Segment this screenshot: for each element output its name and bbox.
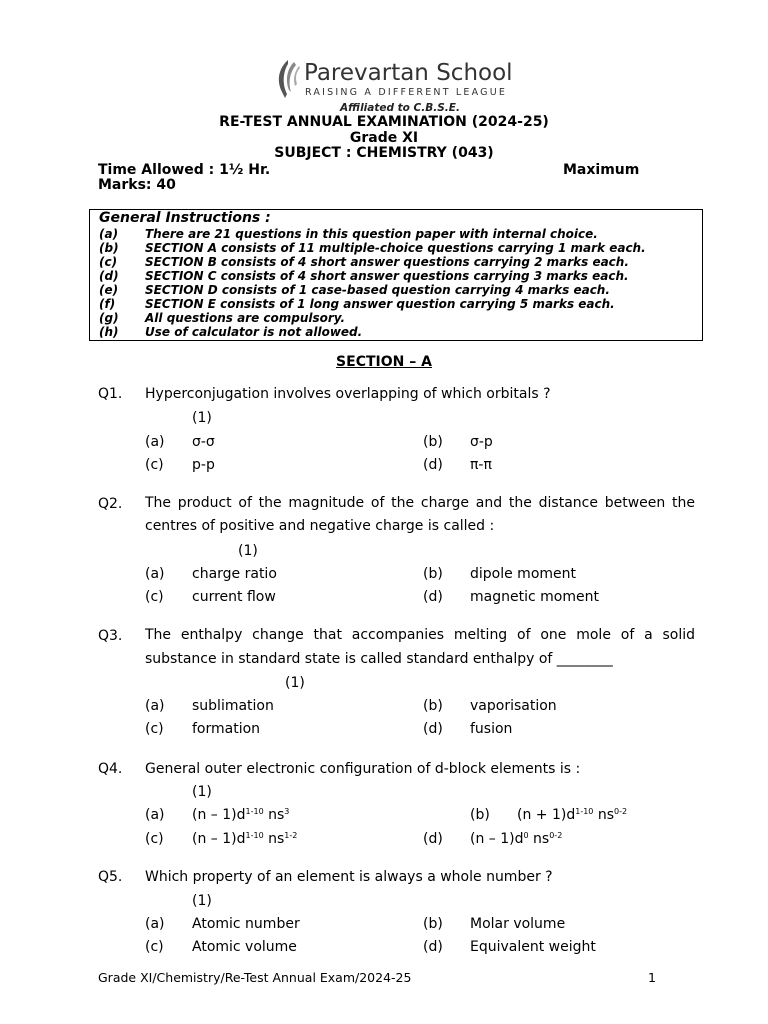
exam-title: RE-TEST ANNUAL EXAMINATION (2024-25)	[219, 114, 549, 130]
section-a-heading: SECTION – A	[336, 354, 432, 370]
question-text-line: The product of the magnitude of the charge and the distance between the	[145, 495, 695, 511]
quill-icon	[274, 58, 302, 100]
school-tagline: RAISING A DIFFERENT LEAGUE	[305, 87, 508, 98]
page-number: 1	[648, 970, 656, 985]
question-text: Which property of an element is always a whole number ?	[145, 869, 553, 885]
option-key: (a)	[145, 807, 165, 823]
option-key: (d)	[423, 589, 443, 605]
option-key: (c)	[145, 589, 164, 605]
option-text: Molar volume	[470, 916, 566, 932]
option-key: (b)	[423, 916, 443, 932]
option-text: σ-σ	[192, 434, 215, 450]
general-instructions: General Instructions : (a) There are 21 questions in this question paper with internal choice. (b) SECTION A consists of 11 multiple-choice questions carrying 1 mark each. (c) SECTION B consists of 4 short answer questions carrying 2 marks each. (d) SECTION C consists of 4 short answer questions carrying 3 marks each. (e) SECTION D consists of 1 case-based question carrying 4 marks each. (f) SECTION E consists of 1 long answer question carrying 5 marks each. (g) All questions are compulsory. (h) Use of calculator is not allowed.	[89, 209, 703, 341]
option-text: charge ratio	[192, 566, 277, 582]
maximum-label: Maximum	[563, 162, 640, 178]
time-allowed: Time Allowed : 1½ Hr.	[98, 162, 271, 178]
option-key: (c)	[145, 831, 164, 847]
question-number: Q3.	[98, 628, 123, 644]
option-key: (c)	[145, 939, 164, 955]
exam-grade: Grade XI	[349, 130, 419, 146]
question-number: Q5.	[98, 869, 123, 885]
instructions-title: General Instructions :	[99, 210, 271, 226]
option-key: (d)	[423, 721, 443, 737]
option-text: Atomic number	[192, 916, 300, 932]
question-marks: (1)	[192, 893, 212, 909]
question-marks: (1)	[192, 410, 212, 426]
option-text: Equivalent weight	[470, 939, 596, 955]
option-key: (b)	[470, 807, 490, 823]
option-key: (d)	[423, 457, 443, 473]
option-key: (d)	[423, 939, 443, 955]
option-text: p-p	[192, 457, 215, 473]
option-text: σ-p	[470, 434, 493, 450]
affiliation: Affiliated to C.B.S.E.	[340, 102, 460, 114]
option-formula: $(n - 1)d^{1-10}$ $ns^{1-2}$	[192, 831, 298, 847]
question-number: Q1.	[98, 386, 123, 402]
question-text-line: substance in standard state is called standard enthalpy of ________	[145, 651, 613, 667]
question-number: Q4.	[98, 761, 123, 777]
option-key: (a)	[145, 698, 165, 714]
question-marks: (1)	[238, 543, 258, 559]
question-marks: (1)	[192, 784, 212, 800]
option-text: formation	[192, 721, 261, 737]
question-marks: (1)	[285, 675, 305, 691]
option-key: (b)	[423, 434, 443, 450]
option-text: current flow	[192, 589, 276, 605]
option-formula: $(n - 1)d^0$ $ns^{0-2}$	[470, 831, 563, 847]
option-formula: $(n - 1)d^{1-10}$ $ns^3$	[192, 807, 290, 823]
option-key: (c)	[145, 721, 164, 737]
option-key: (a)	[145, 916, 165, 932]
option-text: magnetic moment	[470, 589, 599, 605]
question-text-line: The enthalpy change that accompanies melting of one mole of a solid	[145, 627, 695, 643]
footer-text: Grade XI/Chemistry/Re-Test Annual Exam/2024-25	[98, 970, 412, 985]
option-text: sublimation	[192, 698, 274, 714]
option-text: Atomic volume	[192, 939, 297, 955]
school-name: Parevartan School	[304, 60, 513, 86]
max-marks: Marks: 40	[98, 177, 176, 193]
question-text: Hyperconjugation involves overlapping of which orbitals ?	[145, 386, 551, 402]
option-formula: $(n + 1)d^{1-10}$ $ns^{0-2}$	[517, 807, 628, 823]
option-text: π-π	[470, 457, 492, 473]
option-text: vaporisation	[470, 698, 557, 714]
question-text-line: centres of positive and negative charge is called :	[145, 518, 495, 534]
option-text: dipole moment	[470, 566, 576, 582]
option-key: (b)	[423, 566, 443, 582]
exam-subject: SUBJECT : CHEMISTRY (043)	[274, 145, 494, 161]
option-key: (a)	[145, 434, 165, 450]
option-text: fusion	[470, 721, 513, 737]
option-key: (a)	[145, 566, 165, 582]
question-number: Q2.	[98, 496, 123, 512]
question-text: General outer electronic configuration of d-block elements is :	[145, 761, 581, 777]
option-key: (b)	[423, 698, 443, 714]
option-key: (d)	[423, 831, 443, 847]
option-key: (c)	[145, 457, 164, 473]
